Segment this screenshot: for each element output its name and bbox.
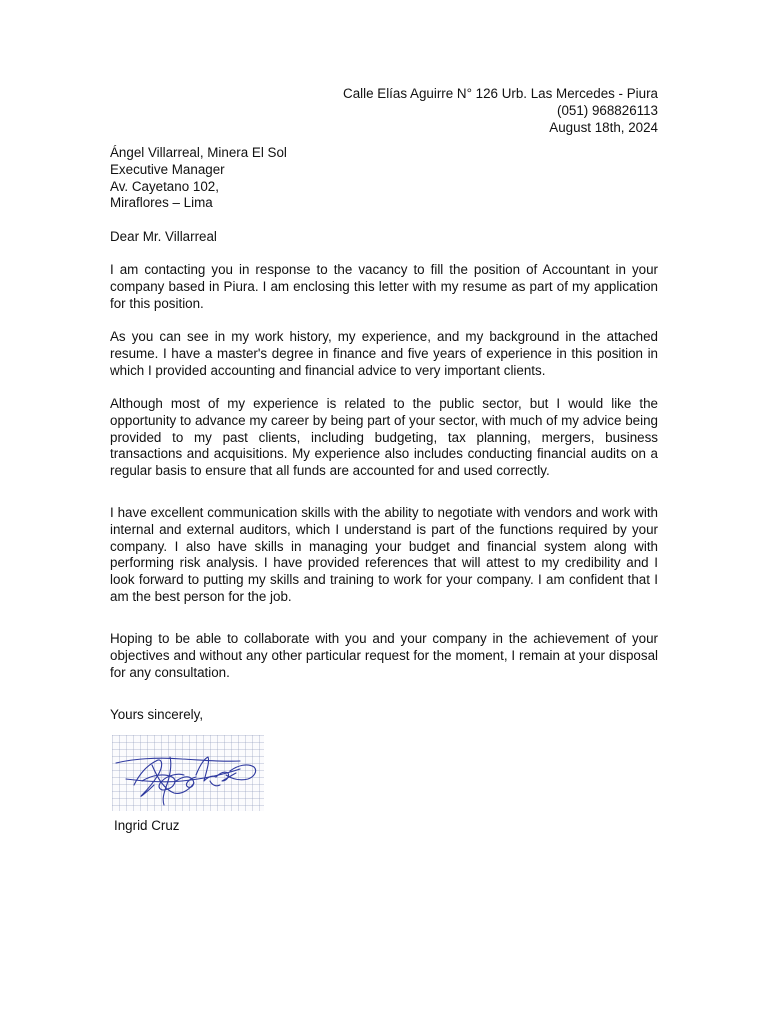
salutation: Dear Mr. Villarreal	[110, 229, 217, 244]
closing: Yours sincerely,	[110, 707, 204, 722]
letter-date: August 18th, 2024	[549, 119, 658, 135]
handwritten-signature	[112, 735, 264, 811]
body-paragraph-1: I am contacting you in response to the vacancy to fill the position of Accountant in your company based in Piura. I am enclosing this letter with my resume as part of my application for this position.	[110, 262, 658, 311]
sender-address: Calle Elías Aguirre N° 126 Urb. Las Mercedes - Piura	[343, 86, 658, 101]
body-paragraph-5: Hoping to be able to collaborate with you and your company in the achievement of your objectives and without any other particular request for the moment, I remain at your disposal for any consultation.	[110, 631, 658, 680]
body-paragraph-2: As you can see in my work history, my experience, and my background in the attached resume. I have a master's degree in finance and five years of experience in this position in which I provided accounting and financial advice to very important clients.	[110, 329, 658, 378]
recipient-city: Miraflores – Lima	[110, 195, 213, 211]
recipient-block	[110, 145, 287, 212]
body-paragraph-3: Although most of my experience is related to the public sector, but I would like the opportunity to advance my career by being part of your sector, with much of my advice being provided to my past clients, including budgeting, tax planning, mergers, business transactions and acquisitions. My experience also includes conducting financial audits on a regular basis to ensure that all funds are accounted for and used correctly.	[110, 396, 658, 479]
sender-block	[343, 86, 658, 136]
sender-phone: (051) 968826113	[556, 102, 658, 118]
recipient-street: Av. Cayetano 102,	[110, 178, 219, 194]
body-paragraph-4: I have excellent communication skills with the ability to negotiate with vendors and work with internal and external auditors, which I understand is part of the functions required by your company. I also have skills in managing your budget and financial system along with performing risk analysis. I have provided references that will attest to my credibility and I look forward to putting my skills and training to work for your company. I am confident that I am the best person for the job.	[110, 505, 658, 604]
signer-name: Ingrid Cruz	[114, 818, 180, 833]
recipient-title: Executive Manager	[110, 161, 225, 177]
recipient-name-company: Ángel Villarreal, Minera El Sol	[110, 145, 287, 160]
signature-scribble	[112, 735, 264, 811]
